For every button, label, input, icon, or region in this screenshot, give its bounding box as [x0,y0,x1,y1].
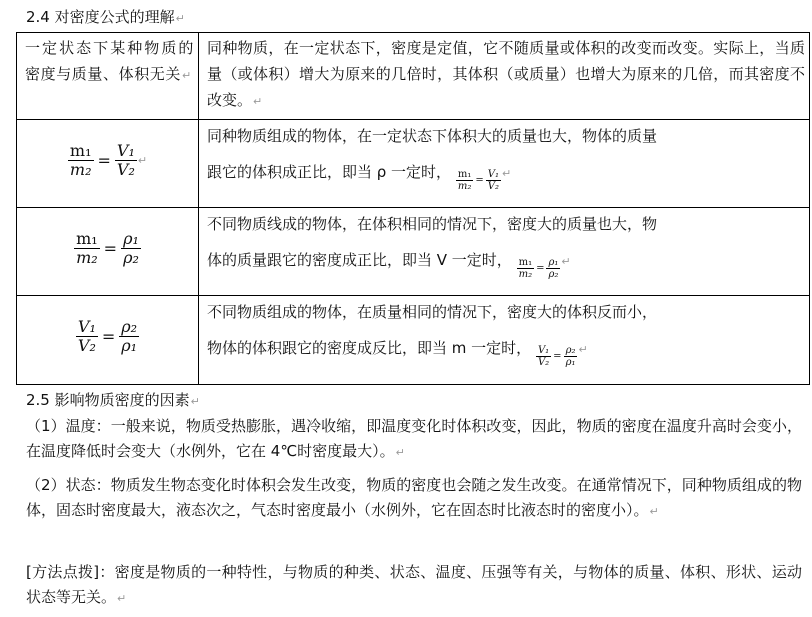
cell-text-line: 体的质量跟它的密度成正比，即当 V 一定时， $\frac{\text{m₁}}{\text{m₂}}$ = $\frac{\text{ρ₁}}{\text{ρ₂}}$ ↵ [207,246,805,283]
cell-text-line: 物体的体积跟它的密度成反比，即当 m 一定时， $\frac{\text{V₁}}{\text{V₂}}$ = $\frac{\text{ρ₂}}{\text{ρ₁}}$ ↵ [207,334,805,371]
paragraph-state: （2）状态：物质发生物态变化时体积会发生改变，物质的密度也会随之发生改变。在通常情况下，同种物质组成的物体，固态时密度最大，液态次之，气态时密度最小（水例外，它在固态时比液态时的密度小）。↵ [26,476,802,519]
formula-volume-density: $\frac{\text{V₁}}{\text{V₂}}$ = $\frac{\text{ρ₂}}{\text{ρ₁}}$ [77,316,138,355]
table-cell-right [199,208,810,296]
table-cell-left [17,296,199,385]
table-cell-left: $\frac{\text{m₁}}{\text{m₂}}$ = $\frac{\text{V₁}}{\text{V₂}}$ ↵ [17,120,199,208]
formula-mass-density: $\frac{\text{m₁}}{\text{m₂}}$ = $\frac{\text{ρ₁}}{\text{ρ₂}}$ [76,228,139,267]
table-row [17,208,810,296]
section-2-5-title: 2.5 影响物质密度的因素↵ [26,391,200,409]
cell-text-line: 跟它的体积成正比，即当 ρ 一定时， $\frac{\text{m₁}}{\text{m₂}}$ = $\frac{\text{V₁}}{\text{V₂}}$ ↵ [207,158,805,195]
table-row [17,120,810,208]
cell-text-line: 同种物质组成的物体，在一定状态下体积大的质量也大，物体的质量 [207,127,658,145]
table-row [17,33,810,120]
inline-formula: $\frac{\text{m₁}}{\text{m₂}}$ = $\frac{\text{ρ₁}}{\text{ρ₂}}$ [518,257,559,280]
paragraph-temperature: （1）温度：一般来说，物质受热膨胀，遇冷收缩，即温度变化时体积改变，因此，物质的密度在温度升高时会变小，在温度降低时会变大（水例外，它在 4℃时密度最大）。↵ [26,417,802,460]
cell-text-line: 不同物质组成的物体，在质量相同的情况下，密度大的体积反而小， [207,303,658,321]
table-cell-right [199,296,810,385]
table-cell-right [199,120,810,208]
section-2-4-title: 2.4 对密度公式的理解↵ [26,8,185,26]
table-cell-left [17,33,199,120]
formula-mass-volume: $\frac{\text{m₁}}{\text{m₂}}$ = $\frac{\text{V₁}}{\text{V₂}}$ [69,140,135,179]
cell-text-line: 不同物质线成的物体，在体积相同的情况下，密度大的质量也大，物 [207,215,658,233]
inline-formula: $\frac{\text{m₁}}{\text{m₂}}$ = $\frac{\text{V₁}}{\text{V₂}}$ [457,169,499,192]
cell-text: 一定状态下某种物质的密度与质量、体积无关↵ [25,39,194,83]
paragraph-method-tip: [方法点拨]：密度是物质的一种特性，与物质的种类、状态、温度、压强等有关，与物体的质量、体积、形状、运动状态等无关。↵ [26,563,802,606]
table-row [17,296,810,385]
density-formula-table [16,32,810,385]
table-cell-left [17,208,199,296]
inline-formula: $\frac{\text{V₁}}{\text{V₂}}$ = $\frac{\text{ρ₂}}{\text{ρ₁}}$ [537,345,576,368]
table-cell-right [199,33,810,120]
cell-text: 同种物质，在一定状态下，密度是定值，它不随质量或体积的改变而改变。实际上，当质量（或体积）增大为原来的几倍时，其体积（或质量）也增大为原来的几倍，而其密度不改变。↵ [207,39,805,109]
